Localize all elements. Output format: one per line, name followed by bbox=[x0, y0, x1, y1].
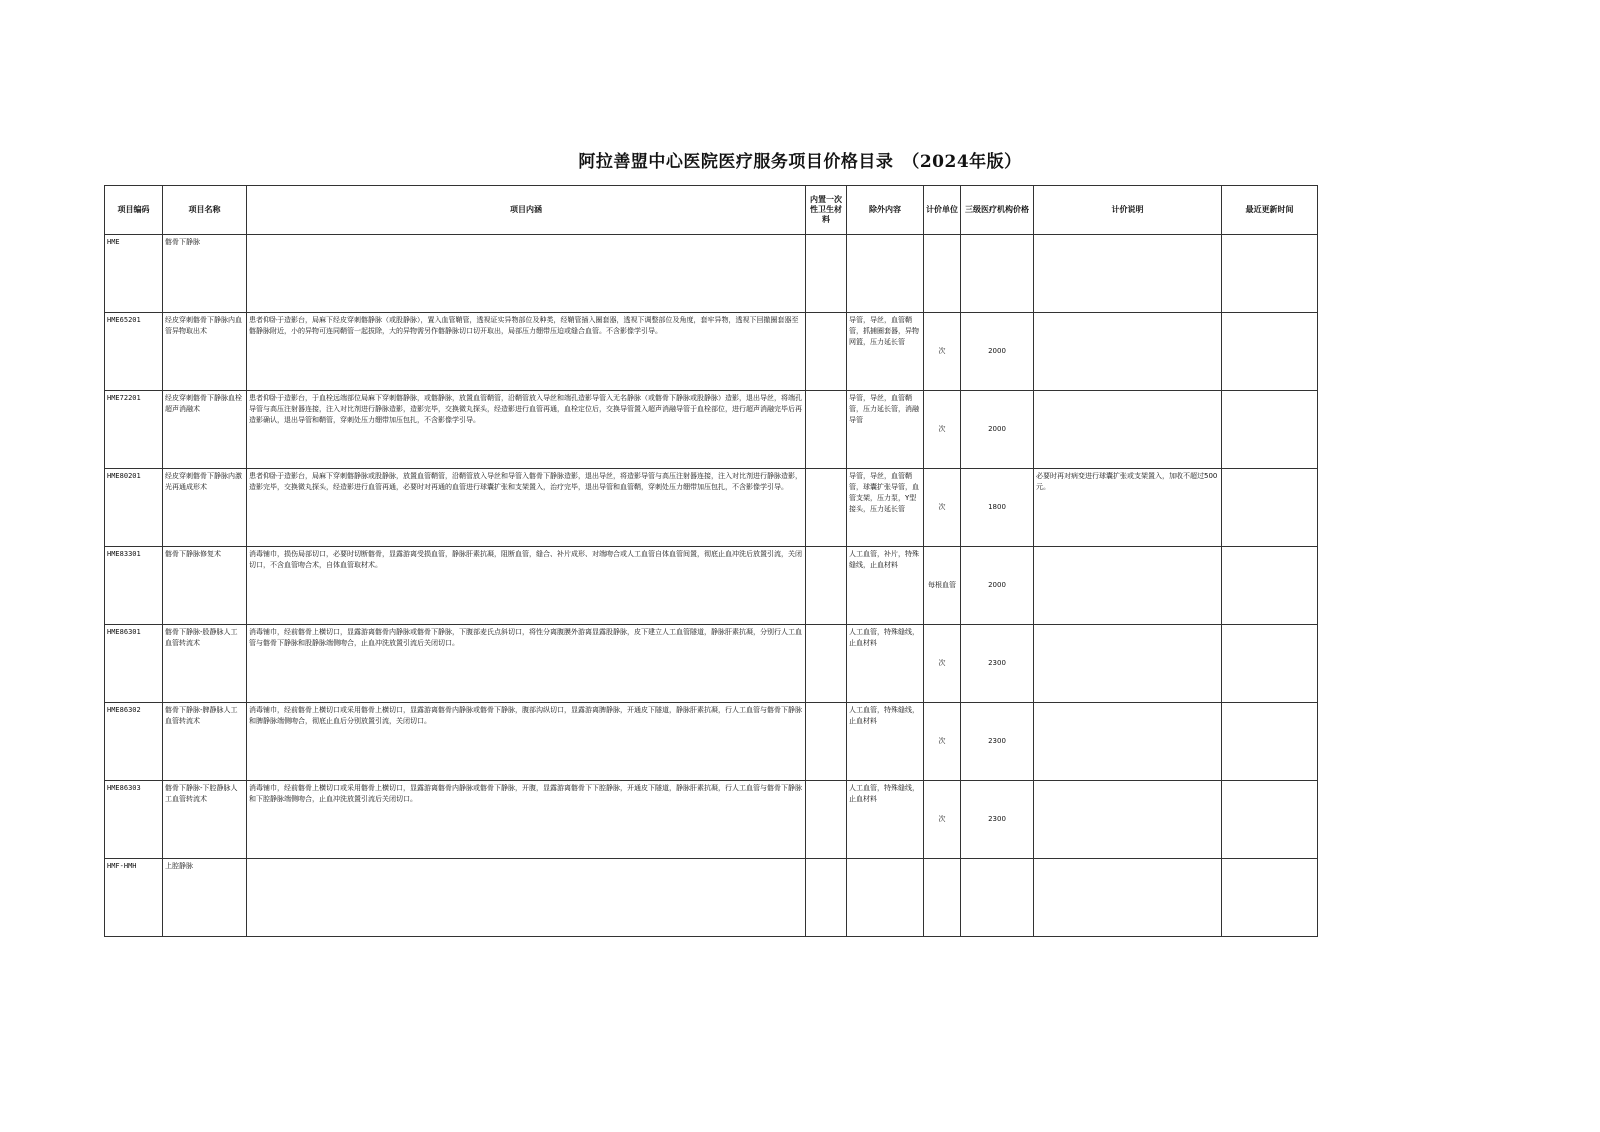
cell-excluded: 导管，导丝，血管鞘管，球囊扩张导管，血管支架，压力泵，Y型接头，压力延长管 bbox=[847, 469, 924, 547]
cell-updated bbox=[1222, 547, 1318, 625]
table-row bbox=[105, 781, 1318, 859]
cell-content bbox=[247, 859, 806, 937]
table-row bbox=[105, 703, 1318, 781]
page-title: 阿拉善盟中心医院医疗服务项目价格目录 （2024年版） bbox=[578, 152, 1022, 172]
cell-price: 2000 bbox=[961, 313, 1034, 391]
cell-content: 患者仰卧于造影台，局麻下经皮穿刺髂静脉（或股静脉），置入血管鞘管，透视证实异物部位及种类，经鞘管插入圈套器，透视下调整部位及角度，套牢异物，透视下回撤圈套器至髂静脉附近，小的异物可连同鞘管一起拔除，大的异物需另作髂静脉切口切开取出，局部压力绷带压迫或缝合血管。不含影像学引导。 bbox=[247, 313, 806, 391]
cell-updated bbox=[1222, 313, 1318, 391]
cell-note bbox=[1034, 313, 1222, 391]
cell-unit bbox=[924, 235, 961, 313]
cell-excluded: 人工血管，补片，特殊缝线，止血材料 bbox=[847, 547, 924, 625]
cell-materials bbox=[806, 469, 847, 547]
table-row bbox=[105, 547, 1318, 625]
table-row bbox=[105, 313, 1318, 391]
cell-code: HME72201 bbox=[105, 391, 163, 469]
table-row bbox=[105, 391, 1318, 469]
column-header-materials: 内置一次性卫生材料 bbox=[806, 186, 847, 235]
cell-note bbox=[1034, 547, 1222, 625]
cell-name: 髂骨下静脉-股静脉人工血管转流术 bbox=[163, 625, 247, 703]
table-row bbox=[105, 235, 1318, 313]
cell-price: 2000 bbox=[961, 391, 1034, 469]
cell-updated bbox=[1222, 391, 1318, 469]
cell-materials bbox=[806, 703, 847, 781]
cell-updated bbox=[1222, 469, 1318, 547]
cell-name: 经皮穿刺髂骨下静脉内激光再通成形术 bbox=[163, 469, 247, 547]
cell-code: HME bbox=[105, 235, 163, 313]
cell-note bbox=[1034, 781, 1222, 859]
cell-price: 2300 bbox=[961, 625, 1034, 703]
cell-name: 髂骨下静脉修复术 bbox=[163, 547, 247, 625]
column-header-price: 三级医疗机构价格 bbox=[961, 186, 1034, 235]
cell-price: 2000 bbox=[961, 547, 1034, 625]
cell-unit: 次 bbox=[924, 391, 961, 469]
cell-materials bbox=[806, 313, 847, 391]
cell-code: HME80201 bbox=[105, 469, 163, 547]
cell-note: 必要时再对病变进行球囊扩张或支架置入，加收不超过500元。 bbox=[1034, 469, 1222, 547]
price-catalog-table bbox=[104, 185, 1318, 937]
cell-note bbox=[1034, 391, 1222, 469]
cell-content: 消毒铺巾，损伤局部切口，必要时切断髂骨，显露游离受损血管，静脉肝素抗凝，阻断血管，缝合、补片成形、对端吻合或人工血管自体血管间置，彻底止血冲洗后放置引流，关闭切口，不含血管吻合术，自体血管取材术。 bbox=[247, 547, 806, 625]
cell-materials bbox=[806, 547, 847, 625]
cell-unit: 次 bbox=[924, 703, 961, 781]
cell-note bbox=[1034, 703, 1222, 781]
cell-materials bbox=[806, 391, 847, 469]
column-header-code: 项目编码 bbox=[105, 186, 163, 235]
cell-price bbox=[961, 859, 1034, 937]
cell-name: 髂骨下静脉-脾静脉人工血管转流术 bbox=[163, 703, 247, 781]
cell-updated bbox=[1222, 235, 1318, 313]
cell-name: 上腔静脉 bbox=[163, 859, 247, 937]
table-row bbox=[105, 625, 1318, 703]
cell-code: HME86301 bbox=[105, 625, 163, 703]
column-header-note: 计价说明 bbox=[1034, 186, 1222, 235]
cell-content: 患者仰卧于造影台，于血栓远端部位局麻下穿刺髂静脉，或髂静脉，放置血管鞘管，沿鞘管放入导丝和端孔造影导管入无名静脉（或髂骨下静脉或股静脉）造影，退出导丝，将端孔导管与高压注射器连接，注入对比剂进行静脉造影，造影完毕，交换微丸探头，经造影进行血管再通，血栓定位后，交换导管置入超声消融导管于血栓部位，进行超声消融完毕后再造影确认，退出导管和鞘管，穿刺处压力绷带加压包扎，不含影像学引导。 bbox=[247, 391, 806, 469]
cell-unit: 次 bbox=[924, 313, 961, 391]
table-header-row bbox=[105, 186, 1318, 235]
column-header-updated: 最近更新时间 bbox=[1222, 186, 1318, 235]
column-header-excluded: 除外内容 bbox=[847, 186, 924, 235]
cell-name: 经皮穿刺髂骨下静脉内血管异物取出术 bbox=[163, 313, 247, 391]
cell-content: 消毒铺巾，经前髂骨上横切口或采用髂骨上横切口，显露游离髂骨内静脉或髂骨下静脉，腹部沟纵切口，显露游离脾静脉，开通皮下隧道，静脉肝素抗凝，行人工血管与髂骨下静脉和脾静脉端侧吻合，彻底止血后分别放置引流，关闭切口。 bbox=[247, 703, 806, 781]
table-row bbox=[105, 859, 1318, 937]
cell-name: 髂骨下静脉 bbox=[163, 235, 247, 313]
cell-excluded: 导管，导丝，血管鞘管，抓捕圈套器，异物网篮，压力延长管 bbox=[847, 313, 924, 391]
table-row bbox=[105, 469, 1318, 547]
cell-updated bbox=[1222, 703, 1318, 781]
cell-unit: 次 bbox=[924, 625, 961, 703]
column-header-name: 项目名称 bbox=[163, 186, 247, 235]
column-header-content: 项目内涵 bbox=[247, 186, 806, 235]
cell-materials bbox=[806, 235, 847, 313]
cell-materials bbox=[806, 781, 847, 859]
cell-code: HME83301 bbox=[105, 547, 163, 625]
cell-materials bbox=[806, 625, 847, 703]
cell-unit bbox=[924, 859, 961, 937]
cell-excluded bbox=[847, 235, 924, 313]
cell-code: HMF-HMH bbox=[105, 859, 163, 937]
cell-content bbox=[247, 235, 806, 313]
cell-excluded: 人工血管，特殊缝线，止血材料 bbox=[847, 703, 924, 781]
cell-updated bbox=[1222, 781, 1318, 859]
cell-price: 2300 bbox=[961, 703, 1034, 781]
cell-code: HME65201 bbox=[105, 313, 163, 391]
cell-content: 消毒铺巾，经前髂骨上横切口，显露游离髂骨内静脉或髂骨下静脉，下腹部麦氏点斜切口，将性分离腹膜外游离显露股静脉，皮下建立人工血管隧道，静脉肝素抗凝，分别行人工血管与髂骨下静脉和股静脉端侧吻合，止血冲洗放置引流后关闭切口。 bbox=[247, 625, 806, 703]
cell-name: 髂骨下静脉-下腔静脉人工血管转流术 bbox=[163, 781, 247, 859]
cell-note bbox=[1034, 235, 1222, 313]
cell-note bbox=[1034, 625, 1222, 703]
cell-updated bbox=[1222, 625, 1318, 703]
cell-materials bbox=[806, 859, 847, 937]
cell-content: 患者仰卧于造影台，局麻下穿刺髂静脉或股静脉，放置血管鞘管，沿鞘管放入导丝和导管入髂骨下静脉造影，退出导丝，将造影导管与高压注射器连接，注入对比剂进行静脉造影，造影完毕，交换微丸探头，经造影进行血管再通，必要时对再通的血管进行球囊扩张和支架置入，治疗完毕，退出导管和血管鞘，穿刺处压力绷带加压包扎，不含影像学引导。 bbox=[247, 469, 806, 547]
cell-price: 2300 bbox=[961, 781, 1034, 859]
column-header-unit: 计价单位 bbox=[924, 186, 961, 235]
cell-excluded: 人工血管，特殊缝线，止血材料 bbox=[847, 781, 924, 859]
cell-unit: 每根血管 bbox=[924, 547, 961, 625]
cell-updated bbox=[1222, 859, 1318, 937]
cell-content: 消毒铺巾，经前髂骨上横切口或采用髂骨上横切口，显露游离髂骨内静脉或髂骨下静脉，开腹，显露游离髂骨下下腔静脉，开通皮下隧道，静脉肝素抗凝，行人工血管与髂骨下静脉和下腔静脉端侧吻合，止血冲洗放置引流后关闭切口。 bbox=[247, 781, 806, 859]
cell-unit: 次 bbox=[924, 469, 961, 547]
cell-price: 1800 bbox=[961, 469, 1034, 547]
cell-code: HME86303 bbox=[105, 781, 163, 859]
cell-excluded bbox=[847, 859, 924, 937]
cell-name: 经皮穿刺髂骨下静脉血栓超声消融术 bbox=[163, 391, 247, 469]
cell-unit: 次 bbox=[924, 781, 961, 859]
cell-price bbox=[961, 235, 1034, 313]
cell-excluded: 导管，导丝，血管鞘管，压力延长管，消融导管 bbox=[847, 391, 924, 469]
cell-excluded: 人工血管，特殊缝线，止血材料 bbox=[847, 625, 924, 703]
cell-note bbox=[1034, 859, 1222, 937]
cell-code: HME86302 bbox=[105, 703, 163, 781]
